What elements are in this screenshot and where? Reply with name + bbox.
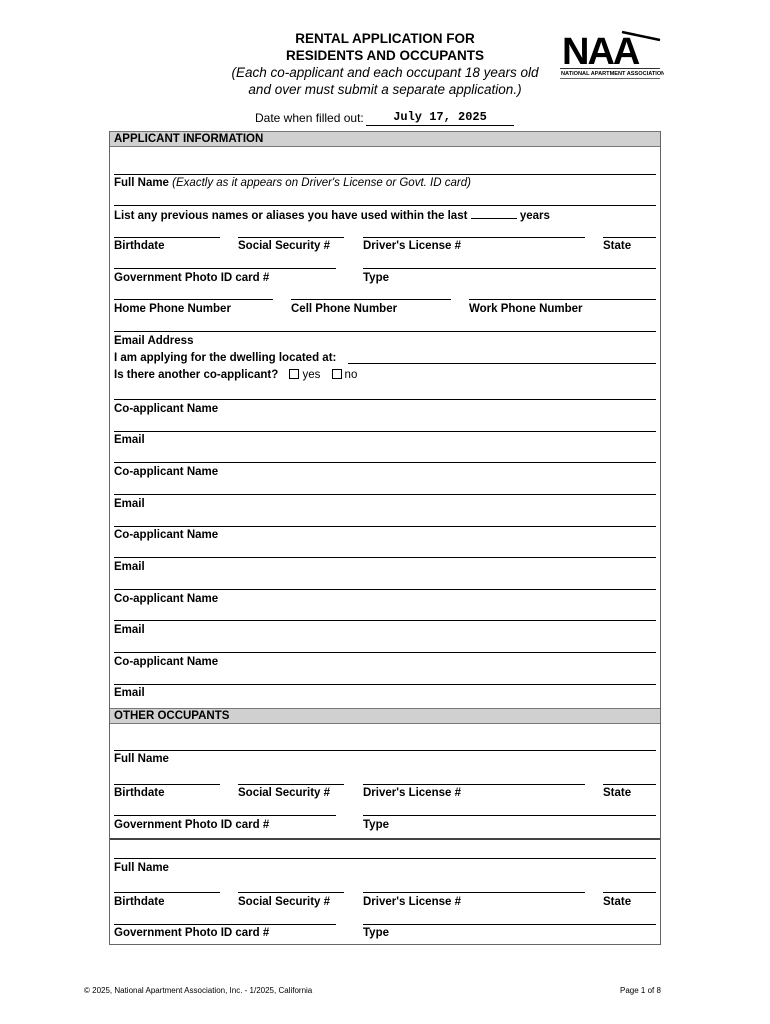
dwelling-label: I am applying for the dwelling located at: xyxy=(114,352,337,364)
svg-text:NATIONAL APARTMENT ASSOCIATION: NATIONAL APARTMENT ASSOCIATION xyxy=(561,71,664,77)
occupant-1-name-label: Full Name xyxy=(114,753,169,765)
state-label: State xyxy=(603,240,632,252)
coapplicant-3-name-field[interactable] xyxy=(114,526,656,527)
occupant-separator xyxy=(110,838,660,840)
email-field[interactable] xyxy=(114,331,656,332)
coapplicant-5-name-field[interactable] xyxy=(114,652,656,653)
section-applicant-information: APPLICANT INFORMATION xyxy=(110,131,660,147)
occupant-2-type-field[interactable] xyxy=(363,924,656,925)
years-blank[interactable] xyxy=(471,208,517,219)
title-line-2: RESIDENTS AND OCCUPANTS xyxy=(285,48,484,63)
occupant-1-type-field[interactable] xyxy=(363,815,656,816)
occupant-1-gov-id-field[interactable] xyxy=(114,815,336,816)
occupant-1-dl-label: Driver's License # xyxy=(363,787,461,799)
coapplicant-1-name-field[interactable] xyxy=(114,399,656,400)
id-type-label: Type xyxy=(363,272,389,284)
full-name-label: Full Name (Exactly as it appears on Driver's License or Govt. ID card) xyxy=(114,177,471,189)
coapplicant-4-email-field[interactable] xyxy=(114,620,656,621)
section-other-occupants: OTHER OCCUPANTS xyxy=(110,708,660,724)
subtitle-line-2: and over must submit a separate application.) xyxy=(248,82,522,97)
occupant-1-gov-id-label: Government Photo ID card # xyxy=(114,819,270,831)
birthdate-field[interactable] xyxy=(114,237,220,238)
page-number: Page 1 of 8 xyxy=(620,986,661,995)
coapplicant-question: Is there another co-applicant? yes no xyxy=(114,369,358,381)
date-label: Date when filled out: xyxy=(255,111,364,125)
occupant-1-birthdate-field[interactable] xyxy=(114,784,220,785)
coapplicant-2-name-label: Co-applicant Name xyxy=(114,466,219,478)
coapplicant-1-email-field[interactable] xyxy=(114,431,656,432)
coapplicant-5-name-label: Co-applicant Name xyxy=(114,656,219,668)
home-phone-field[interactable] xyxy=(114,299,273,300)
coapplicant-3-name-label: Co-applicant Name xyxy=(114,529,219,541)
occupant-2-birthdate-field[interactable] xyxy=(114,892,220,893)
coapplicant-4-name-label: Co-applicant Name xyxy=(114,593,219,605)
occupant-2-state-label: State xyxy=(603,896,632,908)
occupant-2-type-label: Type xyxy=(363,927,389,939)
yes-label: yes xyxy=(302,369,321,381)
occupant-2-ssn-field[interactable] xyxy=(238,892,344,893)
occupant-1-name-field[interactable] xyxy=(114,750,656,751)
coapplicant-3-email-label: Email xyxy=(114,561,145,573)
coapplicant-4-email-label: Email xyxy=(114,624,145,636)
aliases-field[interactable] xyxy=(114,205,656,206)
subtitle-line-1: (Each co-applicant and each occupant 18 years old xyxy=(231,65,539,80)
aliases-label: List any previous names or aliases you have used within the last years xyxy=(114,210,550,222)
occupant-2-gov-id-label: Government Photo ID card # xyxy=(114,927,270,939)
naa-logo xyxy=(560,28,664,88)
form-title xyxy=(220,30,550,98)
state-field[interactable] xyxy=(603,237,656,238)
occupant-2-name-label: Full Name xyxy=(114,862,169,874)
occupant-1-state-label: State xyxy=(603,787,632,799)
coapplicant-1-name-label: Co-applicant Name xyxy=(114,403,219,415)
no-label: no xyxy=(344,369,358,381)
dl-label: Driver's License # xyxy=(363,240,461,252)
footer-copyright: © 2025, National Apartment Association, Inc. - 1/2025, California xyxy=(84,986,313,995)
svg-text:NAA: NAA xyxy=(562,31,639,73)
email-label: Email Address xyxy=(114,335,194,347)
occupant-1-state-field[interactable] xyxy=(603,784,656,785)
id-type-field[interactable] xyxy=(363,268,656,269)
gov-id-label: Government Photo ID card # xyxy=(114,272,270,284)
work-phone-field[interactable] xyxy=(469,299,656,300)
no-checkbox[interactable] xyxy=(332,369,342,379)
occupant-2-dl-label: Driver's License # xyxy=(363,896,461,908)
occupant-1-ssn-field[interactable] xyxy=(238,784,344,785)
coapplicant-2-name-field[interactable] xyxy=(114,462,656,463)
occupant-2-ssn-label: Social Security # xyxy=(238,896,331,908)
ssn-label: Social Security # xyxy=(238,240,331,252)
occupant-1-ssn-label: Social Security # xyxy=(238,787,331,799)
cell-phone-label: Cell Phone Number xyxy=(291,303,398,315)
occupant-1-type-label: Type xyxy=(363,819,389,831)
ssn-field[interactable] xyxy=(238,237,344,238)
yes-checkbox[interactable] xyxy=(289,369,299,379)
occupant-1-dl-field[interactable] xyxy=(363,784,585,785)
occupant-2-dl-field[interactable] xyxy=(363,892,585,893)
home-phone-label: Home Phone Number xyxy=(114,303,231,315)
coapplicant-4-name-field[interactable] xyxy=(114,589,656,590)
birthdate-label: Birthdate xyxy=(114,240,165,252)
occupant-2-birthdate-label: Birthdate xyxy=(114,896,165,908)
title-line-1: RENTAL APPLICATION FOR xyxy=(295,31,475,46)
occupant-2-name-field[interactable] xyxy=(114,858,656,859)
coapplicant-1-email-label: Email xyxy=(114,434,145,446)
dwelling-address-field[interactable] xyxy=(348,363,656,364)
occupant-2-gov-id-field[interactable] xyxy=(114,924,336,925)
occupant-1-birthdate-label: Birthdate xyxy=(114,787,165,799)
work-phone-label: Work Phone Number xyxy=(469,303,583,315)
coapplicant-2-email-field[interactable] xyxy=(114,494,656,495)
coapplicant-2-email-label: Email xyxy=(114,498,145,510)
coapplicant-5-email-field[interactable] xyxy=(114,684,656,685)
date-filled-field[interactable]: July 17, 2025 xyxy=(366,110,514,126)
coapplicant-5-email-label: Email xyxy=(114,687,145,699)
gov-id-field[interactable] xyxy=(114,268,336,269)
dl-field[interactable] xyxy=(363,237,585,238)
cell-phone-field[interactable] xyxy=(291,299,451,300)
coapplicant-3-email-field[interactable] xyxy=(114,557,656,558)
occupant-2-state-field[interactable] xyxy=(603,892,656,893)
full-name-field[interactable] xyxy=(114,174,656,175)
